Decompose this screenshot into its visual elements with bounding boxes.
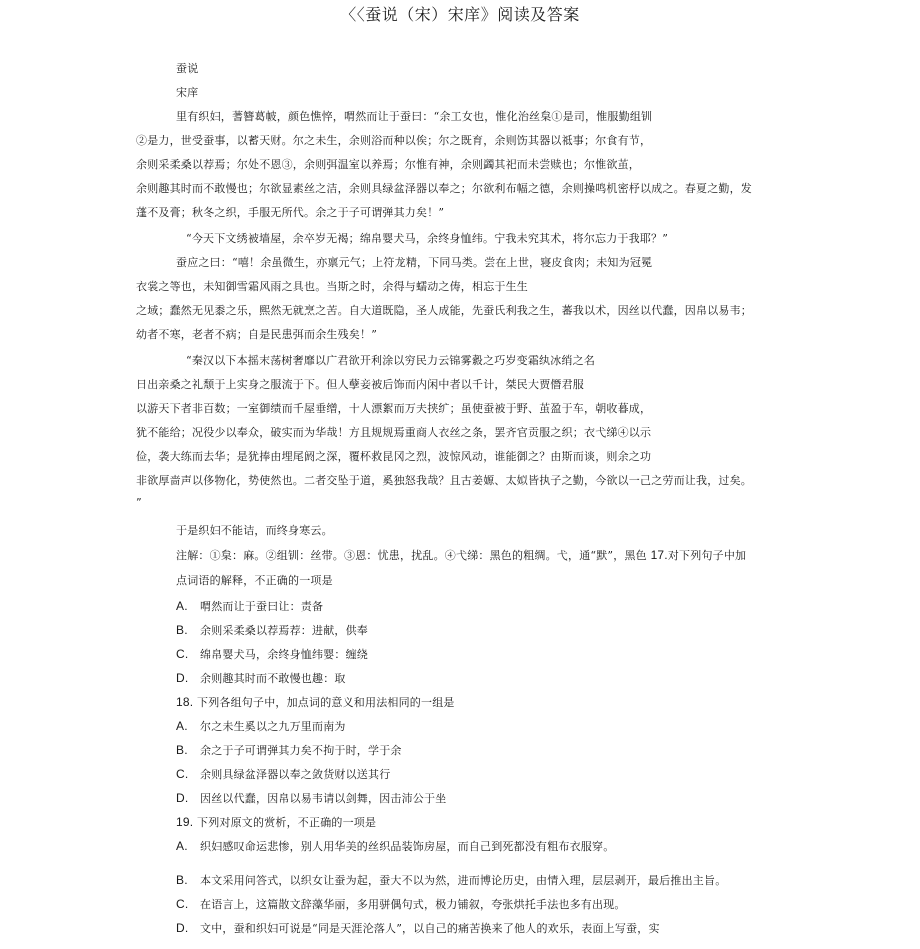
option-text: 余则具绿盆泽器以奉之敛货财以送其行 [200,768,391,781]
notes-line: 点词语的解释，不正确的一项是 [176,574,333,587]
page-title: 〈〈蚕说（宋）宋庠》阅读及答案 [340,5,580,24]
question-stem: 下列对原文的赏析，不正确的一项是 [197,816,377,829]
option-letter: D. [176,671,189,685]
option-row [176,671,346,686]
passage-line: 于是织妇不能诘，而终身寒云。 [176,524,333,537]
option-row [176,839,614,854]
passage-heading: 蚕说 [176,62,199,75]
passage-author: 宋庠 [176,86,199,99]
option-text: 因丝以代蠢，因帛以易韦请以剑舞，因击沛公于坐 [200,792,447,805]
passage-line: ” [136,496,142,509]
passage-line: “秦汉以下本摇末荡树奢靡以广君欲开利涂以穷民力云锦雾縠之巧岁变霜纨冰绡之名 [186,354,596,367]
option-text: 余则采柔桑以荐焉荐：进献，供奉 [200,624,368,637]
option-row [176,873,726,888]
option-letter: D. [176,921,189,935]
option-text: 在语言上，这篇散文辞藻华丽，多用骈偶句式，极力铺叙，夸张烘托手法也多有出现。 [200,898,626,911]
option-row [176,647,368,662]
passage-line: ②是力，世受蚕事，以蓄天财。尔之未生，余则浴而种以俟；尔之既育，余则饬其器以祗事；尔食有节， [136,134,652,147]
option-letter: B. [176,873,188,887]
option-row [176,743,402,758]
option-text: 织妇感叹命运悲惨，别人用华美的丝织品装饰房屋，而自己到死都没有粗布衣服穿。 [200,840,615,853]
passage-line: 蚕应之曰：“嘻！余虽微生，亦禀元气；上符龙精，下同马类。尝在上世，寝皮食肉；未知为冠冕 [176,256,653,269]
option-letter: A. [176,839,188,853]
passage-line: 非欲厚啬声以侈物化，势使然也。二者交坠于道，奚独怒我哉？且古姜嫄、太姒皆执子之勤，今欲以一己之劳而让我，过矣。 [136,474,752,487]
option-row [176,623,368,638]
notes-line [176,548,746,563]
option-letter: D. [176,791,189,805]
option-row [176,599,323,614]
question-stem: 下列各组句子中，加点词的意义和用法相同的一组是 [197,696,455,709]
passage-line: 蓬不及膏；秋冬之织，手服无所代。余之于子可谓弹其力矣！” [136,206,445,219]
passage-line: 俭，袭大练而去华；是犹捧由埋尾阏之深，覆杯救昆冈之烈，波惊风动，谁能御之？由斯而谈，则余之功 [136,450,652,463]
passage-line: 衣裳之等也，未知御雪霜风雨之具也。当斯之时，余得与蠕动之俦，相忘于生生 [136,280,528,293]
notes-text: 注解：①枲：麻。②组钏：丝带。③恩：忧患，扰乱。④弋绨：黑色的粗绸。弋，通“默”，黑色 [176,549,647,562]
question-number: 18. [176,695,194,709]
option-letter: C. [176,647,189,661]
option-row [176,897,626,912]
option-text: 绵帛婴犬马，余终身恤纬婴：缠绕 [200,648,368,661]
option-text: 本文采用问答式，以织女让蚕为起，蚕大不以为然，进而博论历史，由情入理，层层剥开，最后推出主旨。 [200,874,727,887]
option-text: 余则趣其时而不敢慢也趣：取 [200,672,346,685]
option-row [176,921,660,936]
option-letter: C. [176,897,189,911]
option-text: 余之于子可谓弹其力矣不拘于时，学于余 [200,744,402,757]
option-text: 文中，蚕和织妇可说是“同是天涯沦落人”，以自己的痛苦换来了他人的欢乐，表面上写蚕，实 [200,922,660,935]
passage-line: 以游天下者非百数；一室御绩而千屋垂缯，十人漂絮而万夫挟纩；虽使蚕被于野、茧盈于车，朝收暮成， [136,402,652,415]
option-letter: B. [176,623,188,637]
passage-line: “今天下文绣被墙屋，余卒岁无褐；绵帛婴犬马，余终身恤纬。宁我未究其术，将尔忘力于我耶？” [186,232,669,245]
question-row [176,815,376,830]
passage-line: 之域；蠢然无见黍之乐，熙然无就烹之苦。自大道既隐，圣人成能，先蚕氏利我之生，蕃我以术，因丝以代蠢，因帛以易韦； [136,304,752,317]
question-number: 17. [650,548,668,562]
option-row [176,719,346,734]
passage-line: 犹不能给；况役少以奉众，破实而为华哉！方且规规焉重商人衣丝之条，罢齐官贡服之织；衣弋绨④以示 [136,426,652,439]
option-letter: B. [176,743,188,757]
question-number: 19. [176,815,194,829]
option-text: 尔之未生奚以之九万里而南为 [200,720,346,733]
question-stem: 对下列句子中加 [667,549,747,562]
option-letter: C. [176,767,189,781]
option-letter: A. [176,599,188,613]
option-letter: A. [176,719,188,733]
question-row [176,695,455,710]
passage-line: 日出亲桑之礼颓于上实身之服流于下。但人孽妾被后饰而内闲中者以千计，桀民大贾僭君服 [136,378,584,391]
option-text: 喟然而让于蚕曰让：责备 [200,600,324,613]
passage-line: 余则采柔桑以荐焉；尔处不恩③，余则弭温室以养焉；尔惟有神，余则蠲其祀而未尝赎也；尔惟欲茧， [136,158,640,171]
passage-line: 余则趣其时而不敢慢也；尔欲显素丝之洁，余则具绿盆泽器以奉之；尔欲利布幅之德，余则操鸣机密杼以成之。春夏之勤，发 [136,182,752,195]
option-row [176,767,390,782]
passage-line: 幼者不寒，老者不病；自是民患弭而余生残矣！” [136,328,378,341]
passage-line: 里有织妇，蓍簪葛帔，颜色憔悴，喟然而让于蚕曰：“余工女也，惟化治丝枲①是司，惟服勤组钏 [176,110,653,123]
option-row [176,791,446,806]
